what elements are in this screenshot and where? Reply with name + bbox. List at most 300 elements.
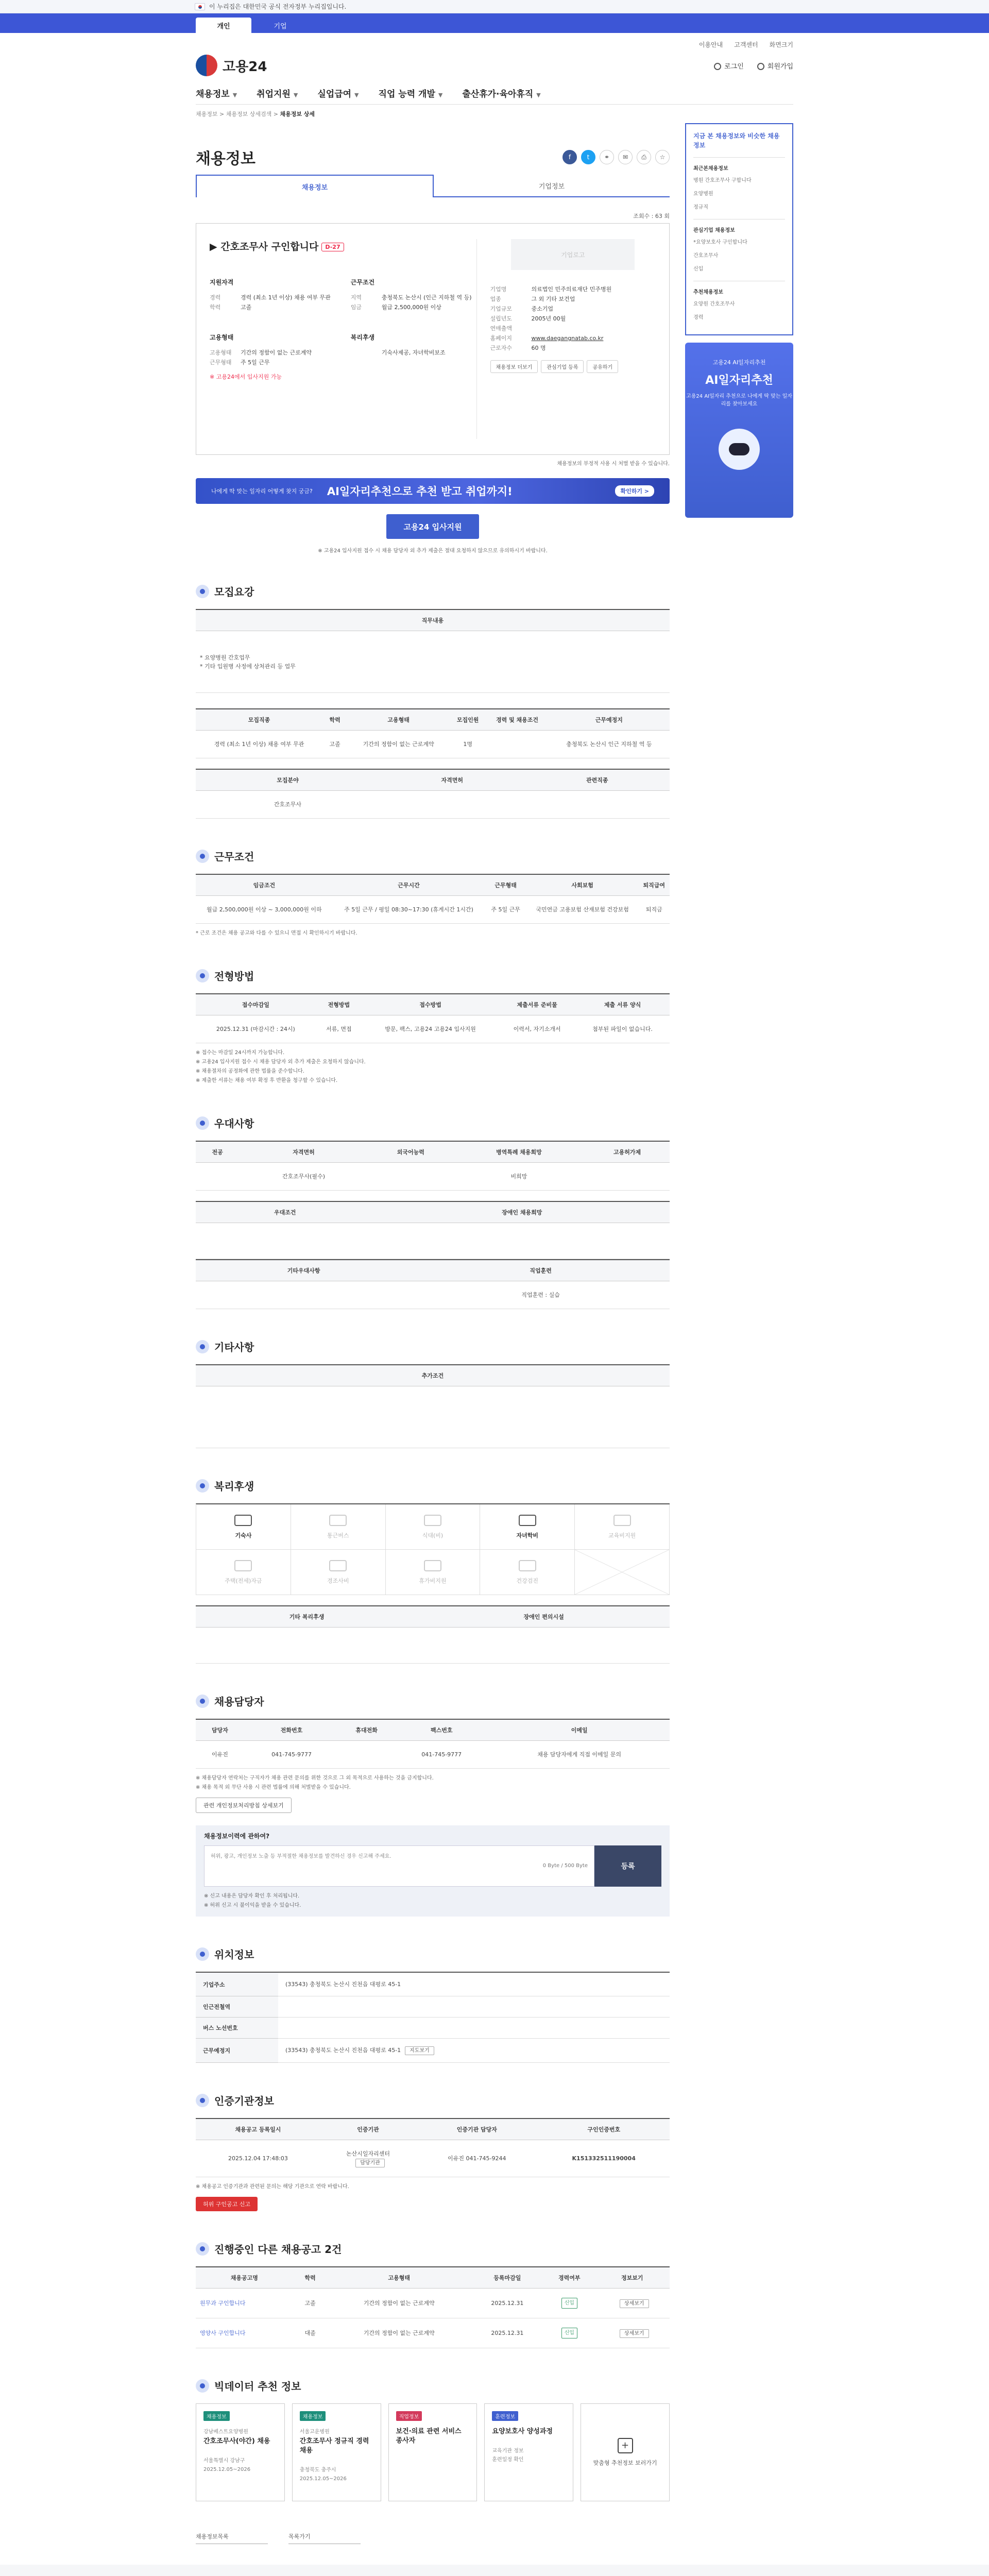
location-label: 인근전철역 bbox=[196, 1996, 278, 2018]
similar-jobs-box bbox=[685, 123, 793, 335]
recommend-tag: 채용정보 bbox=[300, 2411, 326, 2421]
table-header: 채용공고명 bbox=[196, 2267, 293, 2289]
section-title: 빅데이터 추천 정보 bbox=[214, 2380, 301, 2393]
section-bullet-icon bbox=[196, 2242, 209, 2256]
page-title: 채용정보 bbox=[196, 150, 255, 168]
welfare-icon bbox=[234, 1515, 252, 1526]
table-cell: 이유진 041-745-9244 bbox=[416, 2140, 538, 2177]
condition-row bbox=[351, 302, 476, 312]
condition-row bbox=[210, 358, 335, 367]
meta-line: 충청북도 충주시 bbox=[299, 2467, 336, 2473]
table-cell: 퇴직금 bbox=[639, 896, 670, 924]
section-title: 우대사항 bbox=[214, 1117, 254, 1130]
recommend-meta bbox=[492, 2447, 566, 2464]
condition-value: 기간의 정함이 없는 근로계약 bbox=[241, 349, 312, 356]
section-title: 근무조건 bbox=[214, 851, 254, 863]
table-header: 경력여부 bbox=[544, 2267, 594, 2289]
table-header: 전공 bbox=[196, 1141, 239, 1163]
welfare-label: 주택(전세)자금 bbox=[225, 1577, 262, 1584]
condition-row bbox=[351, 348, 476, 358]
util-link-guide[interactable]: 이용안내 bbox=[698, 41, 723, 48]
table-header: 휴대전화 bbox=[339, 1719, 394, 1741]
korea-flag-icon bbox=[195, 3, 205, 10]
recommend-tag: 직업정보 bbox=[396, 2411, 422, 2421]
recruit-table bbox=[196, 708, 670, 758]
job-link[interactable]: 원무과 구인합니다 bbox=[196, 2289, 293, 2318]
content-area bbox=[196, 123, 793, 2544]
favorite-company-button[interactable]: 관심기업 등록 bbox=[541, 360, 584, 373]
sidebar-ai-ad[interactable] bbox=[685, 343, 793, 518]
section-bigdata bbox=[196, 2378, 670, 2501]
table-header: 정보보기 bbox=[594, 2267, 670, 2289]
welfare-icon bbox=[519, 1560, 536, 1571]
group-title: 복리후생 bbox=[350, 334, 375, 341]
table-header: 추가조건 bbox=[196, 1365, 670, 1386]
table-header: 기타우대사항 bbox=[196, 1260, 412, 1281]
condition-value: 고졸 bbox=[241, 304, 252, 311]
table-header: 제출서류 준비물 bbox=[499, 994, 575, 1015]
welfare-item bbox=[291, 1550, 386, 1595]
report-box bbox=[196, 1825, 670, 1917]
section-title: 기타사항 bbox=[214, 1341, 254, 1353]
signup-link[interactable]: 회원가입 bbox=[757, 61, 793, 71]
table-header: 모집분야 bbox=[196, 769, 380, 791]
recommend-meta bbox=[300, 2466, 373, 2483]
table-cell bbox=[594, 2318, 670, 2348]
gnb-item-training[interactable]: 직업 능력 개발 ▼ bbox=[378, 89, 443, 99]
condition-value: 월급 2,500,000원 이상 bbox=[381, 304, 441, 311]
sidebar-title: 지금 본 채용정보와 비슷한 채용정보 bbox=[693, 132, 780, 149]
table-header: 인증기관 담당자 bbox=[416, 2119, 538, 2140]
company-label: 기업명 bbox=[490, 286, 507, 293]
table-cell: 주 5일 근무 bbox=[485, 896, 526, 924]
sidebar-item[interactable]: *요양보호사 구인합니다 bbox=[693, 240, 747, 245]
welfare-item bbox=[291, 1504, 386, 1550]
privacy-detail-button[interactable]: 관련 개인정보처리방침 상세보기 bbox=[196, 1798, 292, 1813]
company-row bbox=[490, 304, 656, 314]
company-row bbox=[490, 324, 656, 333]
tab-job-info[interactable]: 채용정보 bbox=[196, 175, 434, 197]
company-logo: 기업로고 bbox=[511, 239, 635, 270]
welfare-item bbox=[386, 1504, 481, 1550]
login-link[interactable]: 로그인 bbox=[714, 61, 744, 71]
company-label: 업종 bbox=[490, 296, 501, 302]
location-value bbox=[278, 2018, 670, 2039]
company-label: 기업규모 bbox=[490, 306, 513, 312]
detail-button[interactable]: 상세보기 bbox=[620, 2299, 649, 2308]
table-cell bbox=[594, 2289, 670, 2318]
welfare-item bbox=[196, 1504, 291, 1550]
company-label: 근로자수 bbox=[490, 345, 513, 351]
company-value: 그 외 기타 보건업 bbox=[531, 296, 575, 302]
section-bullet-icon bbox=[196, 1947, 209, 1961]
group-title: 고용형태 bbox=[210, 334, 234, 341]
section-bullet-icon bbox=[196, 1340, 209, 1353]
section-title: 채용담당자 bbox=[214, 1696, 264, 1708]
group-title: 근무조건 bbox=[350, 279, 375, 286]
print-icon[interactable]: ⎙ bbox=[637, 150, 651, 164]
table-header: 자격면허 bbox=[239, 1141, 368, 1163]
meta-line: 서울특별시 강남구 bbox=[203, 2458, 245, 2464]
job-condition-groups bbox=[210, 278, 476, 367]
gnb-item-benefit[interactable]: 실업급여 ▼ bbox=[317, 89, 359, 99]
table-header: 제출 서류 양식 bbox=[575, 994, 670, 1015]
table-cell: 고졸 bbox=[293, 2289, 328, 2318]
location-label: 기업주소 bbox=[196, 1972, 278, 1996]
company-row bbox=[490, 333, 656, 343]
dday-badge: D-27 bbox=[321, 243, 344, 251]
section-bullet-icon bbox=[196, 1694, 209, 1708]
false-report-button[interactable]: 허위 구인공고 신고 bbox=[196, 2197, 258, 2211]
table-cell: 2025.12.31 bbox=[471, 2318, 544, 2348]
table-header: 등록마감일 bbox=[471, 2267, 544, 2289]
cert-table bbox=[196, 2118, 670, 2177]
table-cell: 방문, 팩스, 고용24 고용24 입사지원 bbox=[362, 1015, 499, 1043]
table-header: 모집직종 bbox=[196, 709, 322, 731]
twitter-icon[interactable]: t bbox=[581, 150, 595, 164]
chevron-down-icon: ▼ bbox=[438, 92, 443, 98]
share-buttons bbox=[562, 150, 670, 164]
recommend-company: 강남베스트요양병원 bbox=[203, 2429, 248, 2435]
section-title: 모집요강 bbox=[214, 586, 254, 598]
table-header: 담당자 bbox=[196, 1719, 244, 1741]
login-icon bbox=[714, 63, 721, 70]
apply-note: ※ 고용24 입사지원 접수 시 채용 담당자 외 추가 제출은 절대 요청하지 않으므로 유의하시기 바랍니다. bbox=[318, 548, 548, 554]
link-icon[interactable]: ⚭ bbox=[600, 150, 614, 164]
recommend-card[interactable] bbox=[292, 2403, 381, 2501]
company-value: 60 명 bbox=[531, 345, 546, 351]
table-cell: 2025.12.31 bbox=[471, 2289, 544, 2318]
section-etc bbox=[196, 1339, 670, 1448]
condition-value: 기숙사제공, 자녀학비보조 bbox=[381, 349, 446, 356]
chevron-down-icon: ▼ bbox=[536, 92, 541, 98]
table-cell: 논산시일자리센터 bbox=[346, 2150, 390, 2157]
recommend-grid bbox=[196, 2403, 670, 2501]
welfare-icon bbox=[519, 1515, 536, 1526]
company-label: 설립년도 bbox=[490, 315, 513, 322]
breadcrumb-mid[interactable]: 채용정보 상세검색 bbox=[226, 111, 272, 117]
main-column bbox=[196, 123, 670, 2544]
process-note: ※ 접수는 마감일 24시까지 가능합니다. bbox=[196, 1050, 285, 1056]
user-type-switch bbox=[0, 13, 989, 33]
welfare-label: 기숙사 bbox=[235, 1532, 252, 1539]
list-link[interactable]: 채용정보목록 bbox=[196, 2532, 268, 2544]
condition-row bbox=[210, 348, 335, 358]
table-header: 팩스번호 bbox=[394, 1719, 489, 1741]
sidebar-item[interactable]: 병원 간호조무사 구합니다 bbox=[693, 178, 752, 183]
table-cell: 직업훈련 : 실습 bbox=[412, 1281, 670, 1309]
welfare-label: 휴가비지원 bbox=[419, 1577, 447, 1584]
welfare-item bbox=[386, 1550, 481, 1595]
table-cell: 간호조무사 bbox=[196, 791, 380, 819]
sidebar-section bbox=[693, 219, 785, 274]
company-value: 2005년 00월 bbox=[531, 315, 566, 322]
other-jobs-table bbox=[196, 2266, 670, 2348]
gov-banner bbox=[0, 0, 989, 13]
bookmark-icon[interactable]: ☆ bbox=[655, 150, 670, 164]
banner-confirm-button[interactable]: 확인하기 > bbox=[615, 485, 654, 497]
welfare-icon bbox=[329, 1560, 347, 1571]
table-cell: 이유진 bbox=[196, 1741, 244, 1769]
table-header: 병역특례 채용희망 bbox=[453, 1141, 585, 1163]
condition-group bbox=[351, 278, 476, 312]
sidebar-section-title: 추천채용정보 bbox=[693, 290, 723, 295]
recruit-table-2 bbox=[196, 769, 670, 819]
location-value bbox=[278, 1972, 670, 1996]
chevron-down-icon: ▼ bbox=[354, 92, 359, 98]
table-header: 채용공고 등록일시 bbox=[196, 2119, 320, 2140]
robot-icon bbox=[719, 429, 760, 470]
table-cell: 충청북도 논산시 인근 지하철 역 등 bbox=[549, 731, 670, 758]
welfare-label: 식대(비) bbox=[422, 1532, 444, 1539]
section-recruit bbox=[196, 584, 670, 819]
table-cell: 간호조무사(필수) bbox=[239, 1163, 368, 1191]
career-tag: 신입 bbox=[561, 2328, 577, 2338]
list-navigation bbox=[196, 2532, 670, 2544]
condition-value: 주 5일 근무 bbox=[241, 359, 270, 366]
table-header: 외국어능력 bbox=[368, 1141, 453, 1163]
util-link-zoom[interactable]: 화면크기 bbox=[769, 41, 793, 48]
company-value: 의료법인 민주의료재단 민주병원 bbox=[531, 286, 612, 293]
table-header: 모집인원 bbox=[450, 709, 486, 731]
welfare-icon bbox=[424, 1560, 441, 1571]
banner-big-text: AI일자리추천으로 추천 받고 취업까지! bbox=[327, 485, 513, 498]
report-textarea[interactable]: 허위, 광고, 개인정보 노출 등 부적절한 채용정보를 발견하신 경우 신고해 주세요. 0 Byte / 500 Byte bbox=[204, 1845, 594, 1887]
location-text: (33543) 충청북도 논산시 진천읍 대평로 45-1 bbox=[285, 2047, 401, 2054]
table-header: 경력 및 채용조건 bbox=[486, 709, 548, 731]
job-link[interactable]: 영양사 구인합니다 bbox=[196, 2318, 293, 2348]
site-logo[interactable] bbox=[196, 55, 267, 76]
table-header: 사회보험 bbox=[526, 874, 639, 896]
sidebar-item[interactable]: 정규직 bbox=[693, 205, 708, 210]
sidebar-item[interactable]: 요양병원 bbox=[693, 191, 713, 197]
sidebar bbox=[685, 123, 793, 518]
table-header: 전화번호 bbox=[244, 1719, 339, 1741]
welfare-icon bbox=[424, 1515, 441, 1526]
section-title: 전형방법 bbox=[214, 970, 254, 982]
sidebar-item[interactable]: 간호조무사 bbox=[693, 253, 719, 259]
table-cell bbox=[585, 1163, 670, 1191]
recommend-card[interactable] bbox=[484, 2403, 573, 2501]
condition-label: 지역 bbox=[350, 294, 362, 301]
table-cell bbox=[339, 1741, 394, 1769]
table-cell: 월급 2,500,000원 이상 ~ 3,000,000원 이하 bbox=[196, 896, 333, 924]
back-link[interactable]: 목록가기 bbox=[288, 2532, 361, 2544]
table-header: 직업훈련 bbox=[412, 1260, 670, 1281]
location-text: (33543) 충청북도 논산시 진천읍 대평로 45-1 bbox=[285, 1981, 401, 1988]
table-cell: 첨부된 파일이 없습니다. bbox=[575, 1015, 670, 1043]
condition-group bbox=[210, 333, 335, 367]
table-header: 학력 bbox=[293, 2267, 328, 2289]
plus-icon: + bbox=[618, 2438, 633, 2453]
report-title: 채용정보이력에 관하여? bbox=[204, 1833, 270, 1840]
util-link-support[interactable]: 고객센터 bbox=[734, 41, 758, 48]
welfare-label: 건강검진 bbox=[516, 1577, 539, 1584]
company-row bbox=[490, 343, 656, 353]
recommend-card[interactable] bbox=[388, 2403, 478, 2501]
table-cell: 기간의 정함이 없는 근로계약 bbox=[328, 2289, 471, 2318]
table-header: 임금조건 bbox=[196, 874, 333, 896]
sidebar-item[interactable]: 경력 bbox=[693, 315, 704, 320]
ai-recommend-banner[interactable] bbox=[196, 478, 670, 504]
meta-line: 교육기관 정보 bbox=[492, 2448, 524, 2454]
process-notes bbox=[196, 1048, 670, 1086]
table-cell: 이력서, 자기소개서 bbox=[499, 1015, 575, 1043]
chevron-down-icon: ▼ bbox=[232, 92, 237, 98]
section-title: 인증기관정보 bbox=[214, 2095, 274, 2107]
sidebar-section-title: 최근본채용정보 bbox=[693, 166, 728, 172]
meta-line: 훈련일정 확인 bbox=[492, 2457, 524, 2463]
office-button[interactable]: 담당기관 bbox=[355, 2159, 385, 2167]
map-button[interactable]: 지도보기 bbox=[405, 2046, 434, 2055]
condition-label: 고용형태 bbox=[210, 349, 232, 356]
job-title: ▶ 간호조무사 구인합니다 D-27 bbox=[210, 239, 476, 253]
table-header: 퇴직급여 bbox=[639, 874, 670, 896]
table-header: 기타 복리후생 bbox=[196, 1606, 418, 1628]
byte-counter: 0 Byte / 500 Byte bbox=[542, 1863, 588, 1869]
manager-note: ※ 채용 목적 외 무단 사용 시 관련 법률에 의해 처벌받을 수 있습니다. bbox=[196, 1785, 351, 1790]
table-cell: 기간의 정함이 없는 근로계약 bbox=[328, 2318, 471, 2348]
table-header: 구인인증번호 bbox=[538, 2119, 670, 2140]
company-label: 홈페이지 bbox=[490, 335, 513, 342]
welfare-label: 교육비지원 bbox=[608, 1532, 636, 1539]
welfare-item bbox=[196, 1550, 291, 1595]
table-header: 장애인 채용희망 bbox=[374, 1201, 670, 1223]
gnb-item-jobs[interactable]: 채용정보 ▼ bbox=[196, 89, 237, 99]
table-header: 접수방법 bbox=[362, 994, 499, 1015]
duty-line: * 기타 입원병 사정에 상처관리 등 업무 bbox=[200, 663, 296, 670]
gnb-item-support[interactable]: 취업지원 ▼ bbox=[257, 89, 298, 99]
table-header: 장애인 편의시설 bbox=[418, 1606, 670, 1628]
apply-button[interactable]: 고용24 입사지원 bbox=[386, 514, 479, 539]
ad-line: 고용24 AI일자리 추천으로 나에게 딱 맞는 일자리를 찾아보세요 bbox=[686, 394, 792, 407]
welfare-label: 경조사비 bbox=[327, 1577, 349, 1584]
recommend-card[interactable] bbox=[196, 2403, 285, 2501]
table-header: 근무예정지 bbox=[549, 709, 670, 731]
welfare-icon bbox=[613, 1515, 631, 1526]
table-cell: 주 5일 근무 / 평일 08:30~17:30 (휴게시간 1시간) bbox=[333, 896, 485, 924]
table-header: 접수마감일 bbox=[196, 994, 316, 1015]
company-row bbox=[490, 294, 656, 304]
section-process bbox=[196, 968, 670, 1086]
facebook-icon[interactable]: f bbox=[562, 150, 577, 164]
mail-icon[interactable]: ✉ bbox=[618, 150, 633, 164]
table-cell bbox=[524, 791, 670, 819]
location-label: 근무예정지 bbox=[196, 2039, 278, 2063]
welfare-item bbox=[575, 1550, 670, 1595]
condition-group bbox=[351, 333, 476, 367]
welfare-item bbox=[575, 1504, 670, 1550]
section-work bbox=[196, 849, 670, 938]
table-cell: 경력 (최소 1년 이상) 채용 여부 무관 bbox=[196, 731, 322, 758]
logo-text: 고용24 bbox=[223, 59, 267, 75]
section-location bbox=[196, 1946, 670, 2063]
welfare-item bbox=[480, 1504, 575, 1550]
section-title: 복리후생 bbox=[214, 1480, 254, 1493]
table-header: 이메일 bbox=[489, 1719, 670, 1741]
company-row bbox=[490, 284, 656, 294]
breadcrumb-current: 채용정보 상세 bbox=[280, 111, 315, 117]
location-table bbox=[196, 1972, 670, 2063]
welfare-item bbox=[480, 1550, 575, 1595]
sidebar-section-title: 관심기업 채용정보 bbox=[693, 228, 735, 233]
table-header: 근무시간 bbox=[333, 874, 485, 896]
pref-table-3 bbox=[196, 1259, 670, 1309]
table-header: 인증기관 bbox=[320, 2119, 416, 2140]
recommend-more-card[interactable] bbox=[581, 2403, 670, 2501]
table-cell: 2025.12.04 17:48:03 bbox=[196, 2140, 320, 2177]
more-jobs-button[interactable]: 채용정보 더보기 bbox=[490, 360, 538, 373]
table-cell: 비희망 bbox=[453, 1163, 585, 1191]
table-cell: 041-745-9777 bbox=[244, 1741, 339, 1769]
welfare-label: 자녀학비 bbox=[516, 1532, 539, 1539]
sidebar-item[interactable]: 요양원 간호조무사 bbox=[693, 301, 735, 307]
meta-line: 2025.12.05~2026 bbox=[299, 2476, 347, 2482]
report-submit-button[interactable]: 등록 bbox=[594, 1845, 661, 1887]
table-header: 직무내용 bbox=[196, 609, 670, 631]
tab-company-info[interactable]: 기업정보 bbox=[434, 175, 670, 197]
company-label: 연매출액 bbox=[490, 325, 513, 332]
section-bullet-icon bbox=[196, 1116, 209, 1130]
sidebar-item[interactable]: 신입 bbox=[693, 266, 704, 272]
table-cell: K151332511190004 bbox=[538, 2140, 670, 2177]
main-navigation bbox=[196, 82, 793, 105]
table-cell bbox=[544, 2318, 594, 2348]
section-bullet-icon bbox=[196, 850, 209, 863]
condition-value: 경력 (최소 1년 이상) 채용 여부 무관 bbox=[241, 294, 331, 301]
section-bullet-icon bbox=[196, 1479, 209, 1493]
breadcrumb: 채용정보 > 채용정보 상세검색 > 채용정보 상세 bbox=[196, 111, 315, 117]
location-value bbox=[278, 1996, 670, 2018]
welfare-icon bbox=[329, 1515, 347, 1526]
process-note: ※ 고용24 입사지원 접수 시 채용 담당자 외 추가 제출은 요청하지 않습니다. bbox=[196, 1059, 366, 1065]
table-header: 관련직종 bbox=[524, 769, 670, 791]
tab-company[interactable]: 기업 bbox=[252, 18, 308, 33]
recommend-title: 간호조무사 정규직 경력 채용 bbox=[299, 2437, 369, 2454]
table-header: 우대조건 bbox=[196, 1201, 374, 1223]
condition-row bbox=[210, 293, 335, 302]
share-company-button[interactable]: 공유하기 bbox=[587, 360, 618, 373]
gnb-item-leave[interactable]: 출산휴가·육아휴직 ▼ bbox=[462, 89, 541, 99]
ad-title: AI일자리추천 bbox=[705, 374, 773, 387]
condition-label: 임금 bbox=[350, 304, 362, 311]
welfare-grid bbox=[196, 1503, 670, 1595]
table-cell: 대졸 bbox=[293, 2318, 328, 2348]
cert-note: ※ 채용공고 인증기관과 관련된 문의는 해당 기관으로 연락 바랍니다. bbox=[196, 2184, 349, 2190]
table-row bbox=[196, 2289, 670, 2318]
misuse-warning: 채용정보의 부정적 사용 시 처벌 받을 수 있습니다. bbox=[557, 461, 670, 467]
table-cell bbox=[544, 2289, 594, 2318]
recommend-title: 보건·의료 관련 서비스 종사자 bbox=[396, 2428, 462, 2445]
tab-personal[interactable]: 개인 bbox=[196, 18, 251, 33]
table-cell: 고졸 bbox=[322, 731, 347, 758]
condition-row bbox=[210, 302, 335, 312]
breadcrumb-home[interactable]: 채용정보 bbox=[196, 111, 218, 117]
detail-button[interactable]: 상세보기 bbox=[620, 2329, 649, 2338]
table-cell: 1명 bbox=[450, 731, 486, 758]
location-label: 버스 노선번호 bbox=[196, 2018, 278, 2039]
report-note: ※ 신고 내용은 담당자 확인 후 처리됩니다. bbox=[204, 1893, 300, 1899]
sidebar-section bbox=[693, 281, 785, 322]
detail-tabs bbox=[196, 175, 670, 197]
process-note: ※ 제출한 서류는 채용 여부 확정 후 반환을 청구할 수 있습니다. bbox=[196, 1078, 338, 1083]
manager-note: ※ 채용담당자 연락처는 구직자가 채용 관련 문의를 위한 것으로 그 외 목적으로 사용하는 것을 금지합니다. bbox=[196, 1775, 434, 1781]
section-title: 위치정보 bbox=[214, 1948, 254, 1961]
section-bullet-icon bbox=[196, 585, 209, 598]
condition-label: 학력 bbox=[210, 304, 221, 311]
homepage-link[interactable]: www.daegangnatab.co.kr bbox=[531, 335, 604, 342]
logo-emblem-icon bbox=[196, 55, 217, 76]
